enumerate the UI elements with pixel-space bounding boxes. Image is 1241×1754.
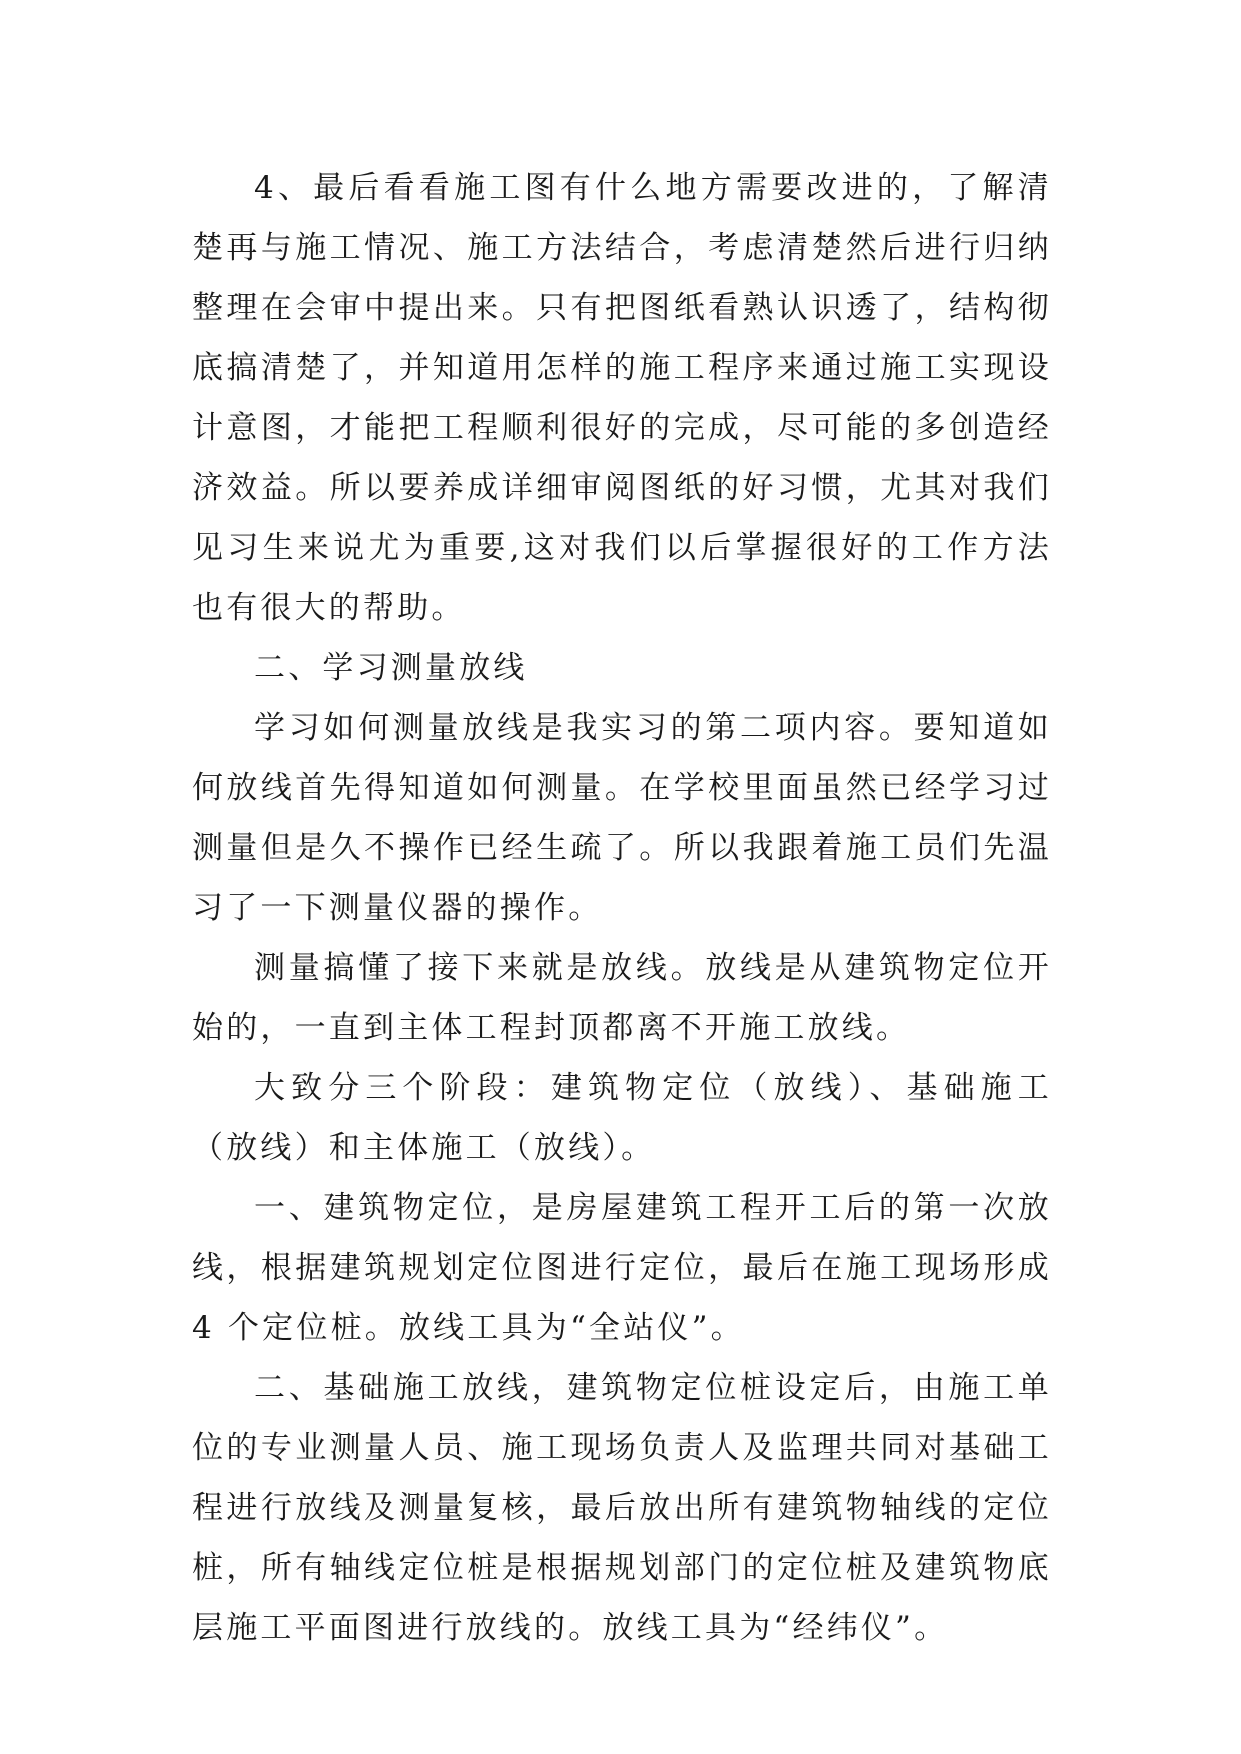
paragraph-surveying-intro: 学习如何测量放线是我实习的第二项内容。要知道如何放线首先得知道如何测量。在学校里面虽然已经学习过测量但是久不操作已经生疏了。所以我跟着施工员们先温习了一下测量仪器的操作。 [192, 710, 1052, 926]
paragraph-building-positioning: 一、建筑物定位，是房屋建筑工程开工后的第一次放线，根据建筑规划定位图进行定位，最后在施工现场形成 4 个定位桩。放线工具为“全站仪”。 [192, 1190, 1052, 1346]
paragraph-foundation-layout: 二、基础施工放线，建筑物定位桩设定后，由施工单位的专业测量人员、施工现场负责人及监理共同对基础工程进行放线及测量复核，最后放出所有建筑物轴线的定位桩，所有轴线定位桩是根据规划部门的定位桩及建筑物底层施工平面图进行放线的。放线工具为“经纬仪”。 [192, 1370, 1052, 1646]
section-heading-surveying: 二、学习测量放线 [254, 650, 528, 686]
document-body [192, 158, 1052, 1658]
paragraph-three-stages: 大致分三个阶段：建筑物定位（放线）、基础施工（放线）和主体施工（放线）。 [192, 1070, 1052, 1166]
paragraph-layout-intro: 测量搞懂了接下来就是放线。放线是从建筑物定位开始的，一直到主体工程封顶都离不开施工放线。 [192, 950, 1052, 1046]
paragraph-drawing-review: 4、最后看看施工图有什么地方需要改进的，了解清楚再与施工情况、施工方法结合，考虑清楚然后进行归纳整理在会审中提出来。只有把图纸看熟认识透了，结构彻底搞清楚了，并知道用怎样的施工程序来通过施工实现设计意图，才能把工程顺利很好的完成，尽可能的多创造经济效益。所以要养成详细审阅图纸的好习惯，尤其对我们见习生来说尤为重要,这对我们以后掌握很好的工作方法也有很大的帮助。 [192, 170, 1052, 626]
